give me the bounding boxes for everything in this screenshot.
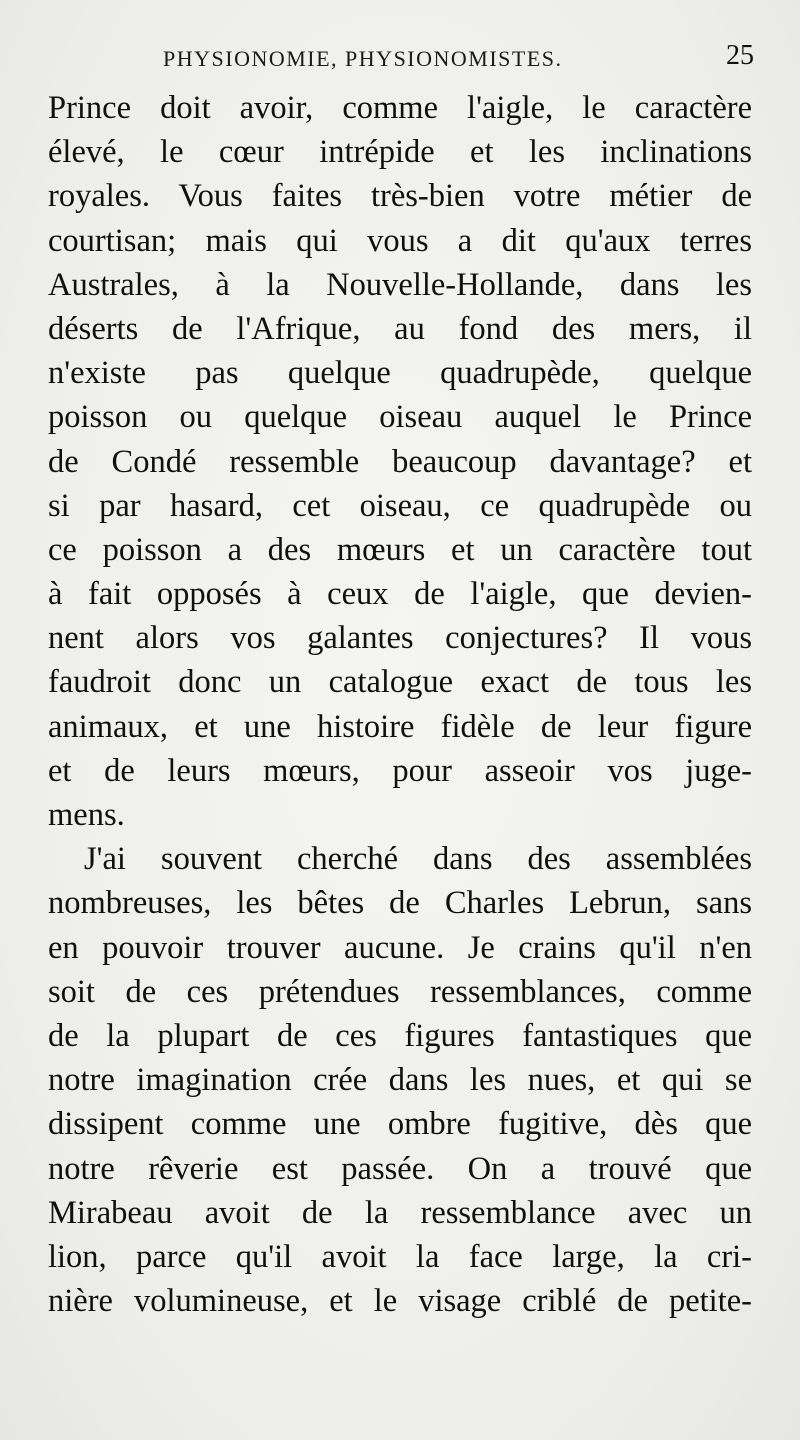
text-line: J'ai souvent cherché dans des assemblées [84, 841, 752, 878]
text-line: dissipent comme une ombre fugitive, dès que [48, 1106, 752, 1143]
text-line: Mirabeau avoit de la ressemblance avec un [48, 1194, 752, 1231]
text-line: Prince doit avoir, comme l'aigle, le caractère [48, 90, 752, 126]
running-head: PHYSIONOMIE, PHYSIONOMISTES. [163, 46, 563, 71]
text-line: notre imagination crée dans les nues, et qui se [48, 1062, 752, 1099]
text-line: si par hasard, cet oiseau, ce quadrupède ou [48, 487, 752, 524]
text-line: poisson ou quelque oiseau auquel le Prince [48, 399, 752, 436]
text-line: faudroit donc un catalogue exact de tous les [48, 664, 752, 701]
text-line: ce poisson a des mœurs et un caractère tout [48, 531, 752, 568]
text-line: mens. [48, 797, 125, 833]
text-line: courtisan; mais qui vous a dit qu'aux terres [48, 222, 752, 259]
text-line: élevé, le cœur intrépide et les inclinations [48, 134, 752, 171]
text-line: en pouvoir trouver aucune. Je crains qu'il n'en [48, 929, 752, 966]
text-line: à fait opposés à ceux de l'aigle, que devien- [48, 576, 752, 613]
text-line: soit de ces prétendues ressemblances, comme [48, 973, 752, 1010]
text-line: animaux, et une histoire fidèle de leur figure [48, 708, 752, 745]
page-header [48, 40, 758, 80]
page-number: 25 [726, 40, 754, 71]
text-line: Australes, à la Nouvelle-Hollande, dans les [48, 266, 752, 303]
text-line: nombreuses, les bêtes de Charles Lebrun, sans [48, 885, 752, 922]
text-line: de la plupart de ces figures fantastiques que [48, 1017, 752, 1054]
text-line: de Condé ressemble beaucoup davantage? et [48, 443, 752, 480]
body-text [48, 86, 752, 1323]
text-line: et de leurs mœurs, pour asseoir vos juge- [48, 752, 752, 789]
text-line: lion, parce qu'il avoit la face large, la cri- [48, 1238, 752, 1275]
text-line: royales. Vous faites très-bien votre métier de [48, 178, 752, 215]
text-line: déserts de l'Afrique, au fond des mers, il [48, 310, 752, 347]
text-line: notre rêverie est passée. On a trouvé que [48, 1150, 752, 1187]
text-line: nent alors vos galantes conjectures? Il vous [48, 620, 752, 657]
text-line: nière volumineuse, et le visage criblé de petite- [48, 1283, 752, 1320]
text-line: n'existe pas quelque quadrupède, quelque [48, 355, 752, 392]
